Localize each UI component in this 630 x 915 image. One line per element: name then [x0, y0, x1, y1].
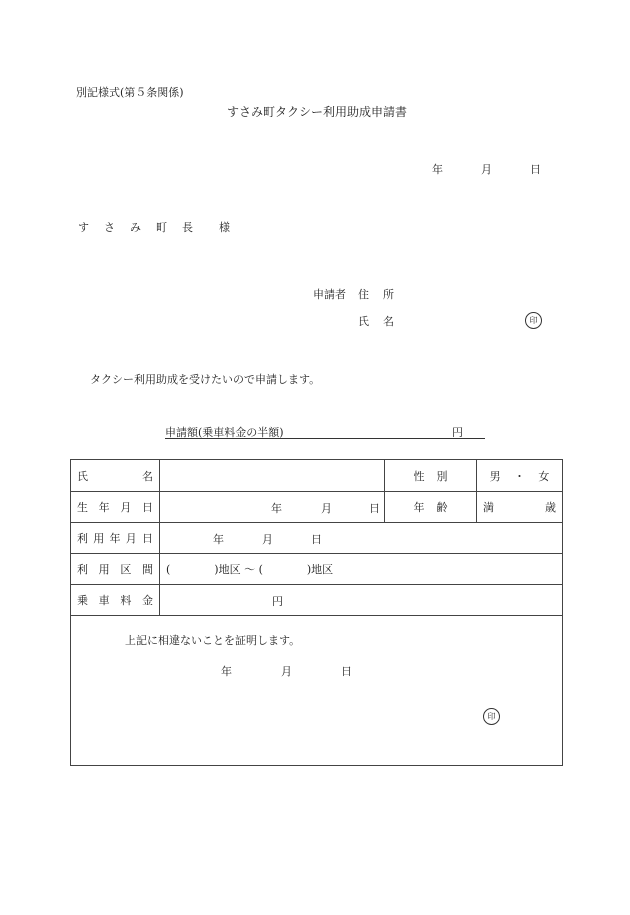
seal-mark-icon: 印 [483, 708, 500, 725]
addressee-char: 長 [182, 221, 193, 234]
amount-underline [165, 438, 485, 439]
certification-cell [71, 616, 563, 766]
seal-mark-icon: 印 [525, 312, 542, 329]
fare-input-cell[interactable]: 円 [160, 585, 563, 616]
cert-month-label: 月 [281, 665, 292, 678]
age-input-cell[interactable]: 満 歳 [477, 492, 563, 523]
route-input-cell[interactable]: ( )地区 ～ ( )地区 [160, 554, 563, 585]
amount-label: 申請額(乗車料金の半額) [165, 426, 284, 439]
addressee-char: 町 [156, 221, 167, 234]
applicant-label: 申請者 [313, 288, 346, 301]
application-form-table [70, 459, 563, 766]
name-input-cell[interactable] [160, 460, 385, 492]
address-label-char: 所 [383, 288, 394, 301]
addressee-char: み [130, 221, 141, 234]
birthdate-header-cell: 生 年 月 日 [71, 492, 160, 523]
cert-year-label: 年 [221, 665, 232, 678]
table-row [71, 460, 563, 492]
date-day-label: 日 [530, 163, 541, 176]
sex-options-cell[interactable] [477, 460, 563, 492]
addressee-honorific: 様 [219, 221, 230, 234]
fare-header-cell: 乗 車 料 金 [71, 585, 160, 616]
table-row [71, 492, 563, 523]
route-header-cell: 利 用 区 間 [71, 554, 160, 585]
date-month-label: 月 [481, 163, 492, 176]
document-title: すさみ町タクシー利用助成申請書 [227, 105, 408, 119]
birthdate-input-cell[interactable]: 年 月 日 [160, 492, 385, 523]
name-label-char: 名 [383, 315, 394, 328]
name-header-cell: 氏 名 [71, 460, 160, 492]
age-header-cell: 年 齢 [385, 492, 477, 523]
addressee-char: さ [104, 221, 115, 234]
use-date-header-cell: 利 用 年 月 日 [71, 523, 160, 554]
sex-option-female[interactable]: 女 [538, 469, 550, 483]
address-label-char: 住 [358, 288, 369, 301]
table-row [71, 554, 563, 585]
amount-unit: 円 [452, 426, 463, 439]
addressee-char: す [78, 221, 89, 234]
name-label-char: 氏 [358, 315, 369, 328]
certification-text: 上記に相違ないことを証明します。 [125, 634, 301, 647]
date-year-label: 年 [432, 163, 443, 176]
form-reference: 別記様式(第５条関係) [76, 86, 184, 99]
separator: ・ [513, 469, 525, 483]
table-row [71, 616, 563, 766]
cert-day-label: 日 [341, 665, 352, 678]
table-row [71, 585, 563, 616]
sex-header-cell: 性 別 [385, 460, 477, 492]
sex-option-male[interactable]: 男 [489, 469, 501, 483]
table-row [71, 523, 563, 554]
use-date-input-cell[interactable]: 年 月 日 [160, 523, 563, 554]
application-statement: タクシー利用助成を受けたいので申請します。 [90, 373, 321, 386]
